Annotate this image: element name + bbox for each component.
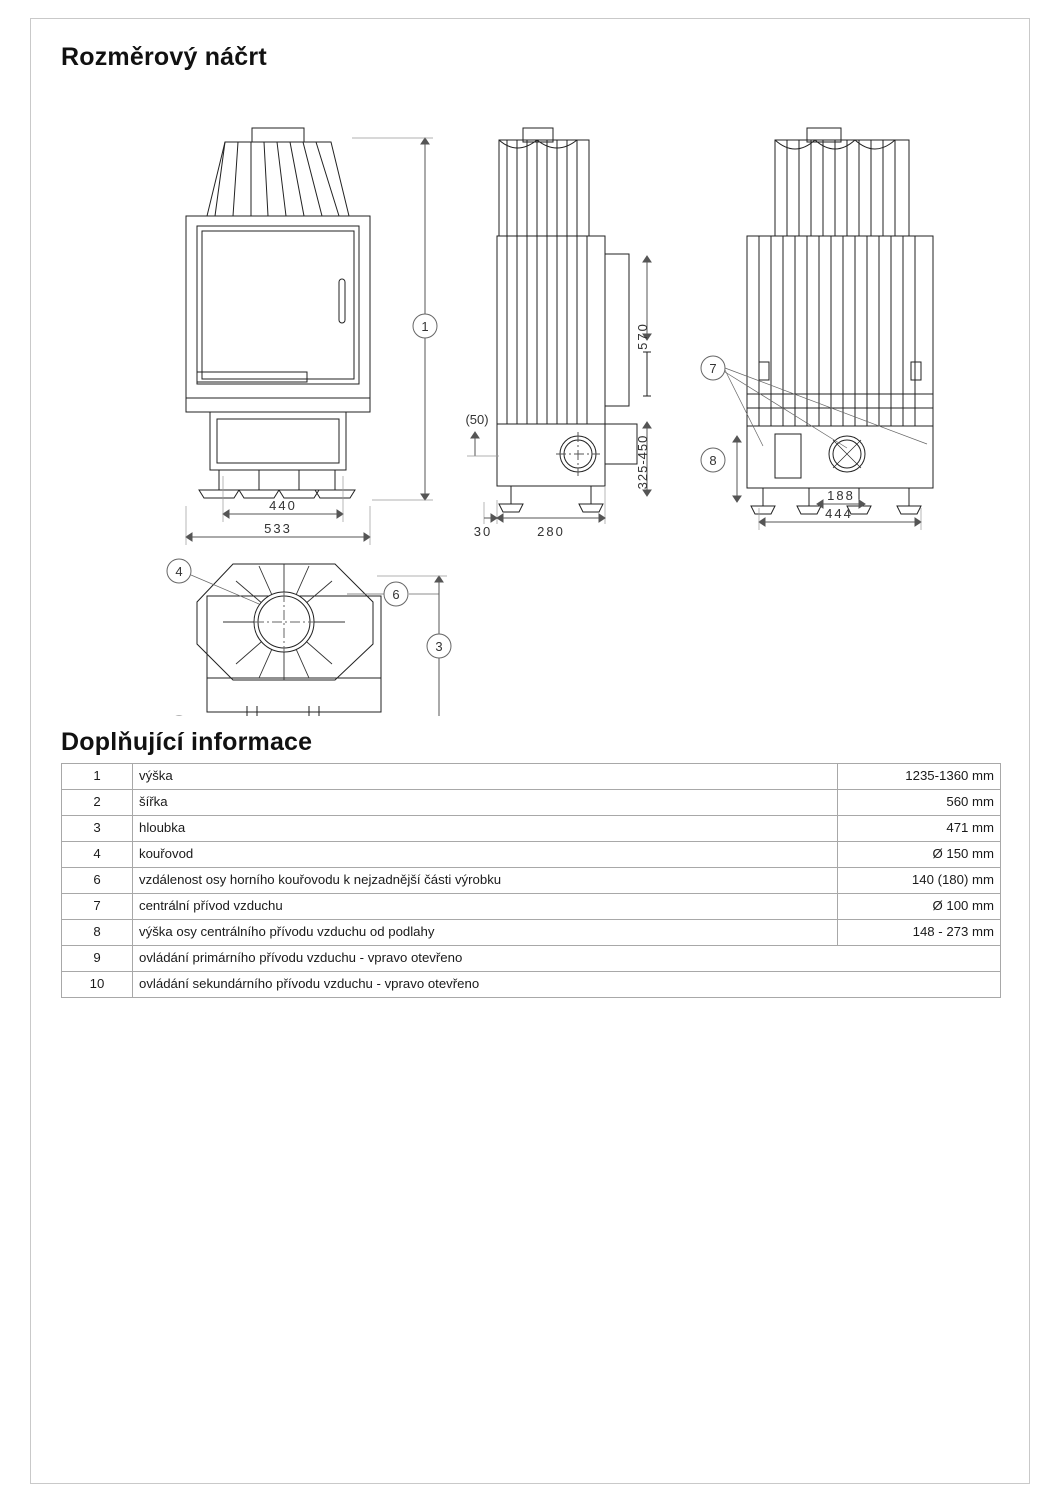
- table-row: [62, 764, 1001, 790]
- document-page: [30, 18, 1030, 1484]
- table-row: [62, 842, 1001, 868]
- front-view: [186, 128, 437, 545]
- row-value: 148 - 273 mm: [838, 920, 1001, 946]
- dim-440: 440: [269, 498, 297, 513]
- row-description: kouřovod: [133, 842, 838, 868]
- dim-30: 30: [473, 524, 493, 539]
- dim-280: 280: [537, 524, 565, 539]
- row-description: vzdálenost osy horního kouřovodu k nejzadnější části výrobku: [133, 868, 838, 894]
- dim-188: 188: [827, 488, 855, 503]
- page-title: Rozměrový náčrt: [61, 43, 267, 71]
- row-number: 4: [62, 842, 133, 868]
- row-description: ovládání sekundárního přívodu vzduchu - vpravo otevřeno: [133, 972, 1001, 998]
- row-description: hloubka: [133, 816, 838, 842]
- row-value: Ø 150 mm: [838, 842, 1001, 868]
- info-table-wrapper: [61, 763, 1001, 998]
- table-row: [62, 868, 1001, 894]
- row-value: 1235-1360 mm: [838, 764, 1001, 790]
- table-row: [62, 920, 1001, 946]
- dim-444: 444: [825, 506, 853, 521]
- rear-view: [701, 128, 933, 530]
- info-table: [61, 763, 1001, 998]
- dim-533: 533: [264, 521, 292, 536]
- info-table-body: [62, 764, 1001, 998]
- dim-325-450: 325-450: [635, 434, 650, 490]
- top-view: [167, 559, 451, 716]
- row-number: 9: [62, 946, 133, 972]
- row-value: 560 mm: [838, 790, 1001, 816]
- table-row: [62, 790, 1001, 816]
- row-number: 1: [62, 764, 133, 790]
- table-row: [62, 946, 1001, 972]
- row-description: šířka: [133, 790, 838, 816]
- balloon-4-label: 4: [175, 564, 183, 579]
- balloon-8-label: 8: [709, 453, 717, 468]
- row-number: 8: [62, 920, 133, 946]
- row-description: výška: [133, 764, 838, 790]
- side-view: [465, 128, 651, 539]
- dim-50: (50): [465, 412, 489, 427]
- table-row: [62, 816, 1001, 842]
- row-number: 7: [62, 894, 133, 920]
- row-number: 3: [62, 816, 133, 842]
- balloon-6-label: 6: [392, 587, 400, 602]
- row-description: centrální přívod vzduchu: [133, 894, 838, 920]
- balloon-7-label: 7: [709, 361, 717, 376]
- balloon-3-label: 3: [435, 639, 443, 654]
- page-content: [47, 31, 1015, 1471]
- technical-drawing: [47, 76, 1015, 716]
- info-section-title: Doplňující informace: [61, 728, 313, 756]
- table-row: [62, 894, 1001, 920]
- technical-drawing-svg: [47, 76, 1015, 716]
- dim-570: 570: [635, 322, 650, 350]
- row-number: 6: [62, 868, 133, 894]
- row-value: 471 mm: [838, 816, 1001, 842]
- row-value: Ø 100 mm: [838, 894, 1001, 920]
- table-row: [62, 972, 1001, 998]
- row-number: 2: [62, 790, 133, 816]
- row-description: výška osy centrálního přívodu vzduchu od podlahy: [133, 920, 838, 946]
- row-value: 140 (180) mm: [838, 868, 1001, 894]
- row-number: 10: [62, 972, 133, 998]
- balloon-1-label: 1: [421, 319, 429, 334]
- row-description: ovládání primárního přívodu vzduchu - vpravo otevřeno: [133, 946, 1001, 972]
